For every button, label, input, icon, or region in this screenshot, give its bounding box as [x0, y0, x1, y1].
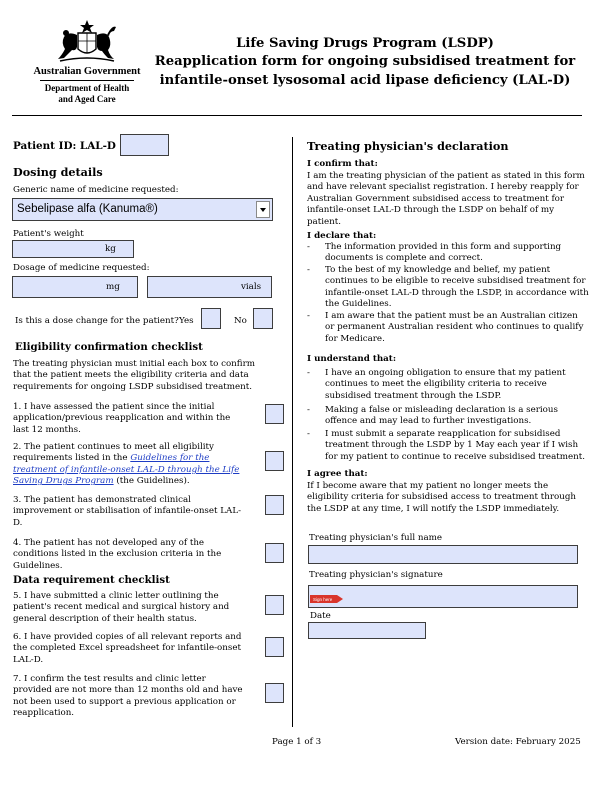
understand-item-1	[307, 368, 589, 402]
medicine-label: Generic name of medicine requested:	[13, 185, 179, 195]
bullet-dash: -	[307, 429, 310, 439]
declare-item-2	[307, 265, 589, 311]
weight-unit: kg	[105, 244, 116, 254]
chevron-down-icon	[260, 208, 266, 212]
dosage-unit-vials: vials	[241, 282, 262, 292]
bullet-dash: -	[307, 242, 310, 252]
checklist-item-2-prefix: 2. The patient continues to meet all eligibility requirements listed in the	[13, 442, 214, 464]
checklist-item-3: 3. The patient has demonstrated clinical improvement or stabilisation of infantile-onset LAL-D.	[13, 495, 242, 528]
checklist-box-3[interactable]	[265, 495, 284, 515]
declare-heading: I declare that:	[307, 231, 377, 241]
medicine-select-value: Sebelipase alfa (Kanuma®)	[17, 203, 158, 215]
checklist-item-1: 1. I have assessed the patient since the initial application/previous reapplication and within the last 12 months.	[13, 402, 231, 435]
checklist-item-2	[13, 442, 247, 488]
declare-item-text: I am aware that the patient must be an Australian citizen or permanent Australian resident who continues to qualify for Medicare.	[325, 311, 584, 344]
page-number: Page 1 of 3	[272, 737, 322, 747]
dosage-label: Dosage of medicine requested:	[13, 263, 150, 273]
checklist-item-2-suffix: (the Guidelines).	[113, 476, 190, 487]
header-rule	[12, 115, 582, 116]
checklist-box-5[interactable]	[265, 595, 284, 615]
eligibility-heading: Eligibility confirmation checklist	[15, 341, 203, 353]
dose-change-no-label: No	[234, 316, 247, 326]
org-name: Australian Government	[33, 66, 141, 77]
agree-heading: I agree that:	[307, 469, 368, 479]
program-title: Life Saving Drugs Program (LSDP)	[236, 36, 494, 51]
bullet-dash: -	[307, 368, 310, 378]
form-title-line2: infantile-onset lysosomal acid lipase deficiency (LAL-D)	[159, 73, 571, 88]
confirm-heading: I confirm that:	[307, 159, 378, 169]
understand-item-2	[307, 405, 589, 428]
version-date: Version date: February 2025	[455, 737, 581, 747]
checklist-box-7[interactable]	[265, 683, 284, 703]
dose-change-yes-checkbox[interactable]	[201, 308, 221, 329]
bullet-dash: -	[307, 311, 310, 321]
declaration-heading: Treating physician's declaration	[307, 139, 509, 153]
eligibility-intro: The treating physician must initial each box to confirm that the patient meets the eligibility criteria and data requirements for ongoing LSDP subsidised treatment.	[13, 359, 255, 392]
confirm-text: I am the treating physician of the patient as stated in this form and have relevant specialist registration. I hereby reapply for Australian Government subsidised access to treatment for infantile-onset LAL-D through the LSDP on behalf of my patient.	[307, 171, 585, 227]
date-label: Date	[310, 611, 331, 621]
physician-signature-field[interactable]	[308, 585, 578, 608]
understand-item-text: I have an ongoing obligation to ensure that my patient continues to meet the eligibility criteria to receive subsidised treatment through the LSDP.	[325, 368, 566, 401]
sign-here-flag	[310, 588, 343, 602]
patient-id-field[interactable]	[120, 134, 169, 156]
declare-item-text: The information provided in this form and supporting documents is complete and correct.	[325, 242, 562, 264]
patient-id-label: Patient ID: LAL-D	[13, 140, 116, 152]
checklist-item-5: 5. I have submitted a clinic letter outlining the patient's recent medical and surgical history and general description of their health status.	[13, 591, 230, 624]
dosage-vials-field[interactable]	[147, 276, 272, 298]
checklist-box-4[interactable]	[265, 543, 284, 563]
physician-signature-label: Treating physician's signature	[309, 570, 443, 580]
sign-here-flag-text: Sign here	[313, 597, 333, 602]
understand-item-3	[307, 429, 589, 463]
declare-item-1	[307, 242, 589, 265]
medicine-select[interactable]	[12, 198, 273, 221]
dosage-mg-field[interactable]	[12, 276, 138, 298]
declare-item-text: To the best of my knowledge and belief, my patient continues to be eligible to receive subsidised treatment for infantile-onset LAL-D through the LSDP, in accordance with the Guidelines.	[325, 265, 589, 310]
dosing-details-heading: Dosing details	[13, 165, 103, 179]
checklist-item-6: 6. I have provided copies of all relevant reports and the completed Excel spreadsheet for infantile-onset LAL-D.	[13, 632, 242, 665]
department-name-line1: Department of Health	[44, 83, 130, 93]
weight-label: Patient's weight	[13, 229, 84, 239]
checklist-box-1[interactable]	[265, 404, 284, 424]
australian-government-crest	[52, 19, 122, 65]
weight-field[interactable]	[12, 240, 134, 258]
physician-name-field[interactable]	[308, 545, 578, 564]
physician-name-label: Treating physician's full name	[309, 533, 443, 543]
date-field[interactable]	[308, 622, 426, 639]
dose-change-yes-label: Yes	[179, 316, 194, 326]
department-name-line2: and Aged Care	[58, 94, 116, 104]
checklist-box-2[interactable]	[265, 451, 284, 471]
data-requirement-heading: Data requirement checklist	[13, 574, 170, 586]
dosage-unit-mg: mg	[106, 282, 120, 292]
bullet-dash: -	[307, 265, 310, 275]
dose-change-no-checkbox[interactable]	[253, 308, 273, 329]
bullet-dash: -	[307, 405, 310, 415]
checklist-box-6[interactable]	[265, 637, 284, 657]
guidelines-link[interactable]: Guidelines for the treatment of infantile-onset LAL-D through the Life Saving Drugs Program	[13, 453, 240, 487]
dropdown-button[interactable]	[256, 201, 270, 218]
form-title-line1: Reapplication form for ongoing subsidised treatment for	[154, 54, 576, 69]
checklist-item-7: 7. I confirm the test results and clinic letter provided are not more than 12 months old and have not been used to support a previous application or reapplication.	[13, 674, 243, 719]
declare-item-3	[307, 311, 589, 345]
understand-item-text: Making a false or misleading declaration is a serious offence and may lead to further investigations.	[325, 405, 558, 427]
understand-item-text: I must submit a separate reapplication for subsidised treatment through the LSDP by 1 May each year if I wish for my patient to continue to receive subsidised treatment.	[325, 429, 585, 462]
checklist-item-4: 4. The patient has not developed any of the conditions listed in the exclusion criteria in the Guidelines.	[13, 538, 222, 571]
understand-heading: I understand that:	[307, 354, 397, 364]
org-divider	[40, 80, 134, 81]
agree-text: If I become aware that my patient no longer meets the eligibility criteria for subsidised access to treatment through the LSDP at any time, I will notify the LSDP immediately.	[307, 481, 576, 514]
dose-change-question: Is this a dose change for the patient?	[15, 316, 179, 326]
column-divider	[292, 137, 293, 727]
